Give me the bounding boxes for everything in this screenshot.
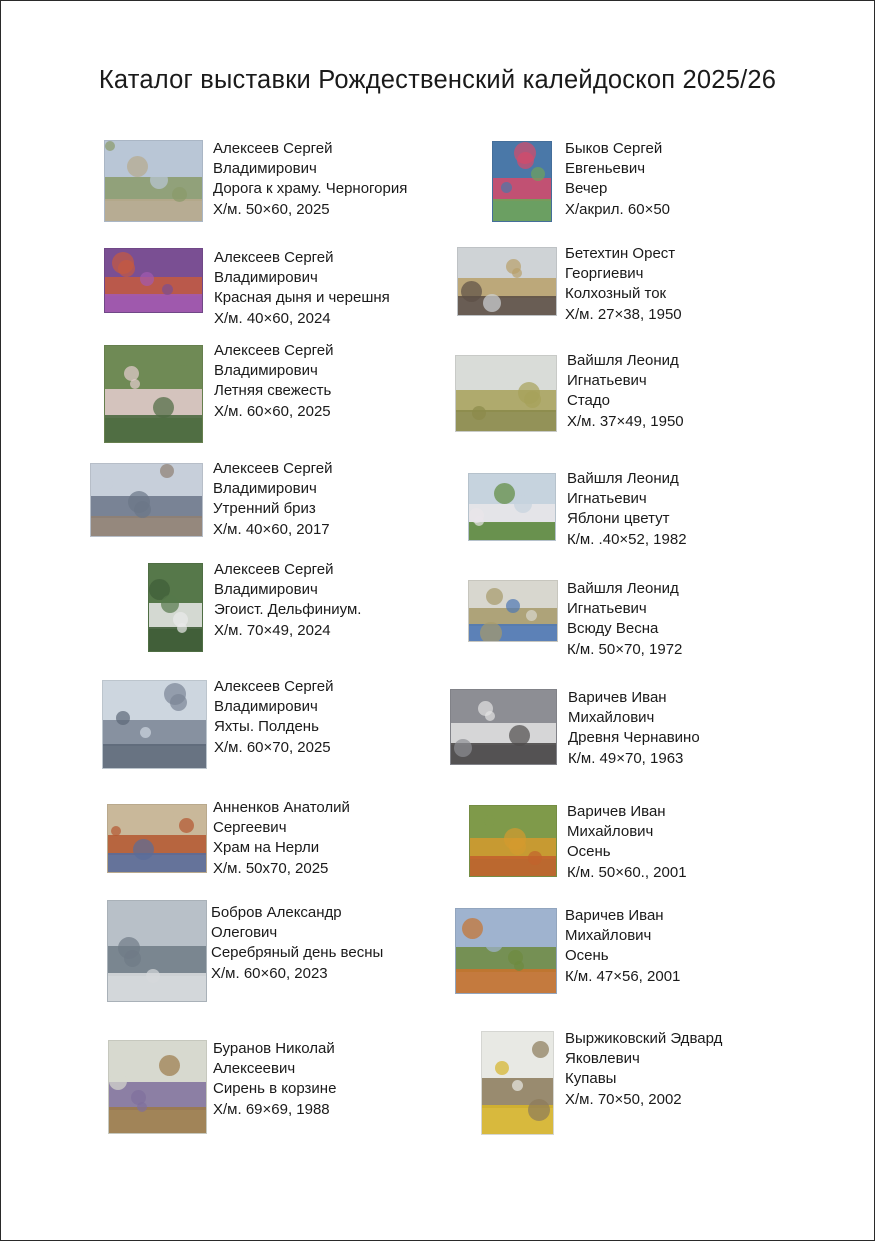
- artist-patronymic: Евгеньевич: [565, 160, 646, 178]
- work-title: Серебряный день весны: [211, 944, 384, 962]
- entry-caption: [565, 1029, 722, 1110]
- painting-thumbnail: [492, 141, 552, 222]
- work-technique: К/м. 50×70, 1972: [567, 640, 683, 658]
- work-title: Красная дыня и черешня: [214, 289, 390, 307]
- work-technique: Х/м. 40×60, 2024: [214, 309, 331, 327]
- work-title: Древня Чернавино: [568, 729, 700, 747]
- work-technique: Х/м. 27×38, 1950: [565, 305, 682, 323]
- artist-surname: Алексеев Сергей: [214, 342, 334, 359]
- artist-patronymic: Михайлович: [567, 823, 654, 841]
- entry-caption: [213, 798, 350, 879]
- work-technique: К/м. 50×60., 2001: [567, 863, 687, 881]
- entry-caption: [213, 459, 333, 540]
- artist-surname: Алексеев Сергей: [214, 249, 334, 266]
- entry-caption: [567, 802, 687, 883]
- painting-thumbnail: [450, 689, 557, 765]
- work-title: Осень: [567, 843, 611, 861]
- painting-thumbnail: [455, 355, 557, 432]
- painting-thumbnail: [469, 805, 557, 877]
- painting-thumbnail: [468, 580, 558, 642]
- painting-thumbnail: [102, 680, 207, 769]
- entry-caption: [214, 677, 334, 758]
- painting-thumbnail: [468, 473, 556, 541]
- work-title: Осень: [565, 947, 609, 965]
- painting-thumbnail: [108, 1040, 207, 1134]
- artist-surname: Алексеев Сергей: [214, 678, 334, 695]
- work-title: Всюду Весна: [567, 620, 659, 638]
- artist-surname: Буранов Николай: [213, 1040, 335, 1057]
- work-title: Сирень в корзине: [213, 1080, 337, 1098]
- entry-caption: [565, 139, 670, 220]
- artist-surname: Вайшля Леонид: [567, 470, 679, 487]
- work-title: Купавы: [565, 1070, 617, 1088]
- work-technique: Х/м. 40×60, 2017: [213, 520, 330, 538]
- artist-patronymic: Сергеевич: [213, 819, 287, 837]
- work-technique: К/м. 49×70, 1963: [568, 749, 684, 767]
- work-title: Утренний бриз: [213, 500, 316, 518]
- painting-thumbnail: [481, 1031, 554, 1135]
- work-title: Вечер: [565, 180, 608, 198]
- entry-caption: [214, 560, 361, 641]
- work-technique: Х/акрил. 60×50: [565, 200, 671, 218]
- entry-caption: [214, 341, 334, 422]
- work-technique: Х/м. 70×49, 2024: [214, 621, 331, 639]
- artist-surname: Анненков Анатолий: [213, 799, 350, 816]
- entry-caption: [567, 469, 687, 550]
- entry-caption: [211, 903, 383, 984]
- painting-thumbnail: [148, 563, 203, 652]
- entry-caption: [213, 139, 407, 220]
- work-technique: Х/м. 37×49, 1950: [567, 412, 684, 430]
- work-technique: Х/м. 50x70, 2025: [213, 859, 329, 877]
- painting-thumbnail: [104, 345, 203, 443]
- artist-patronymic: Алексеевич: [213, 1060, 296, 1078]
- artist-surname: Вайшля Леонид: [567, 352, 679, 369]
- artist-patronymic: Игнатьевич: [567, 600, 647, 618]
- artist-patronymic: Георгиевич: [565, 265, 644, 283]
- work-technique: Х/м. 60×70, 2025: [214, 738, 331, 756]
- entry-caption: [213, 1039, 336, 1120]
- work-title: Яблони цветут: [567, 510, 670, 528]
- entry-caption: [214, 248, 390, 329]
- painting-thumbnail: [457, 247, 557, 316]
- entry-caption: [567, 579, 682, 660]
- artist-patronymic: Яковлевич: [565, 1050, 640, 1068]
- artist-surname: Быков Сергей: [565, 140, 663, 157]
- artist-patronymic: Владимирович: [214, 581, 318, 599]
- painting-thumbnail: [455, 908, 557, 994]
- entry-caption: [568, 688, 700, 769]
- artist-patronymic: Владимирович: [213, 480, 317, 498]
- artist-patronymic: Игнатьевич: [567, 490, 647, 508]
- artist-patronymic: Олегович: [211, 924, 278, 942]
- work-technique: Х/м. 60×60, 2023: [211, 964, 328, 982]
- entry-caption: [567, 351, 684, 432]
- painting-thumbnail: [90, 463, 203, 537]
- artist-patronymic: Игнатьевич: [567, 372, 647, 390]
- work-title: Дорога к храму. Черногория: [213, 180, 408, 198]
- artist-surname: Варичев Иван: [565, 907, 664, 924]
- artist-patronymic: Владимирович: [214, 362, 318, 380]
- artist-surname: Алексеев Сергей: [213, 140, 333, 157]
- painting-thumbnail: [104, 140, 203, 222]
- painting-thumbnail: [107, 900, 207, 1002]
- page-title: Каталог выставки Рождественский калейдоскоп 2025/26: [98, 66, 777, 94]
- painting-thumbnail: [107, 804, 207, 873]
- artist-patronymic: Владимирович: [214, 269, 318, 287]
- work-technique: Х/м. 69×69, 1988: [213, 1100, 330, 1118]
- artist-surname: Варичев Иван: [568, 689, 667, 706]
- artist-surname: Бобров Александр: [211, 904, 342, 921]
- work-title: Колхозный ток: [565, 285, 667, 303]
- work-technique: К/м. 47×56, 2001: [565, 967, 681, 985]
- painting-thumbnail: [104, 248, 203, 313]
- work-title: Стадо: [567, 392, 610, 410]
- work-title: Летняя свежесть: [214, 382, 332, 400]
- entry-caption: [565, 906, 680, 987]
- entry-caption: [565, 244, 682, 325]
- artist-surname: Алексеев Сергей: [214, 561, 334, 578]
- artist-surname: Варичев Иван: [567, 803, 666, 820]
- artist-surname: Бетехтин Орест: [565, 245, 676, 262]
- artist-patronymic: Михайлович: [568, 709, 655, 727]
- work-title: Храм на Нерли: [213, 839, 320, 857]
- work-title: Эгоист. Дельфиниум.: [214, 601, 362, 619]
- artist-patronymic: Владимирович: [214, 698, 318, 716]
- artist-surname: Вайшля Леонид: [567, 580, 679, 597]
- work-title: Яхты. Полдень: [214, 718, 319, 736]
- work-technique: К/м. .40×52, 1982: [567, 530, 687, 548]
- artist-surname: Выржиковский Эдвард: [565, 1030, 723, 1047]
- work-technique: Х/м. 70×50, 2002: [565, 1090, 682, 1108]
- artist-surname: Алексеев Сергей: [213, 460, 333, 477]
- artist-patronymic: Владимирович: [213, 160, 317, 178]
- artist-patronymic: Михайлович: [565, 927, 652, 945]
- work-technique: Х/м. 50×60, 2025: [213, 200, 330, 218]
- work-technique: Х/м. 60×60, 2025: [214, 402, 331, 420]
